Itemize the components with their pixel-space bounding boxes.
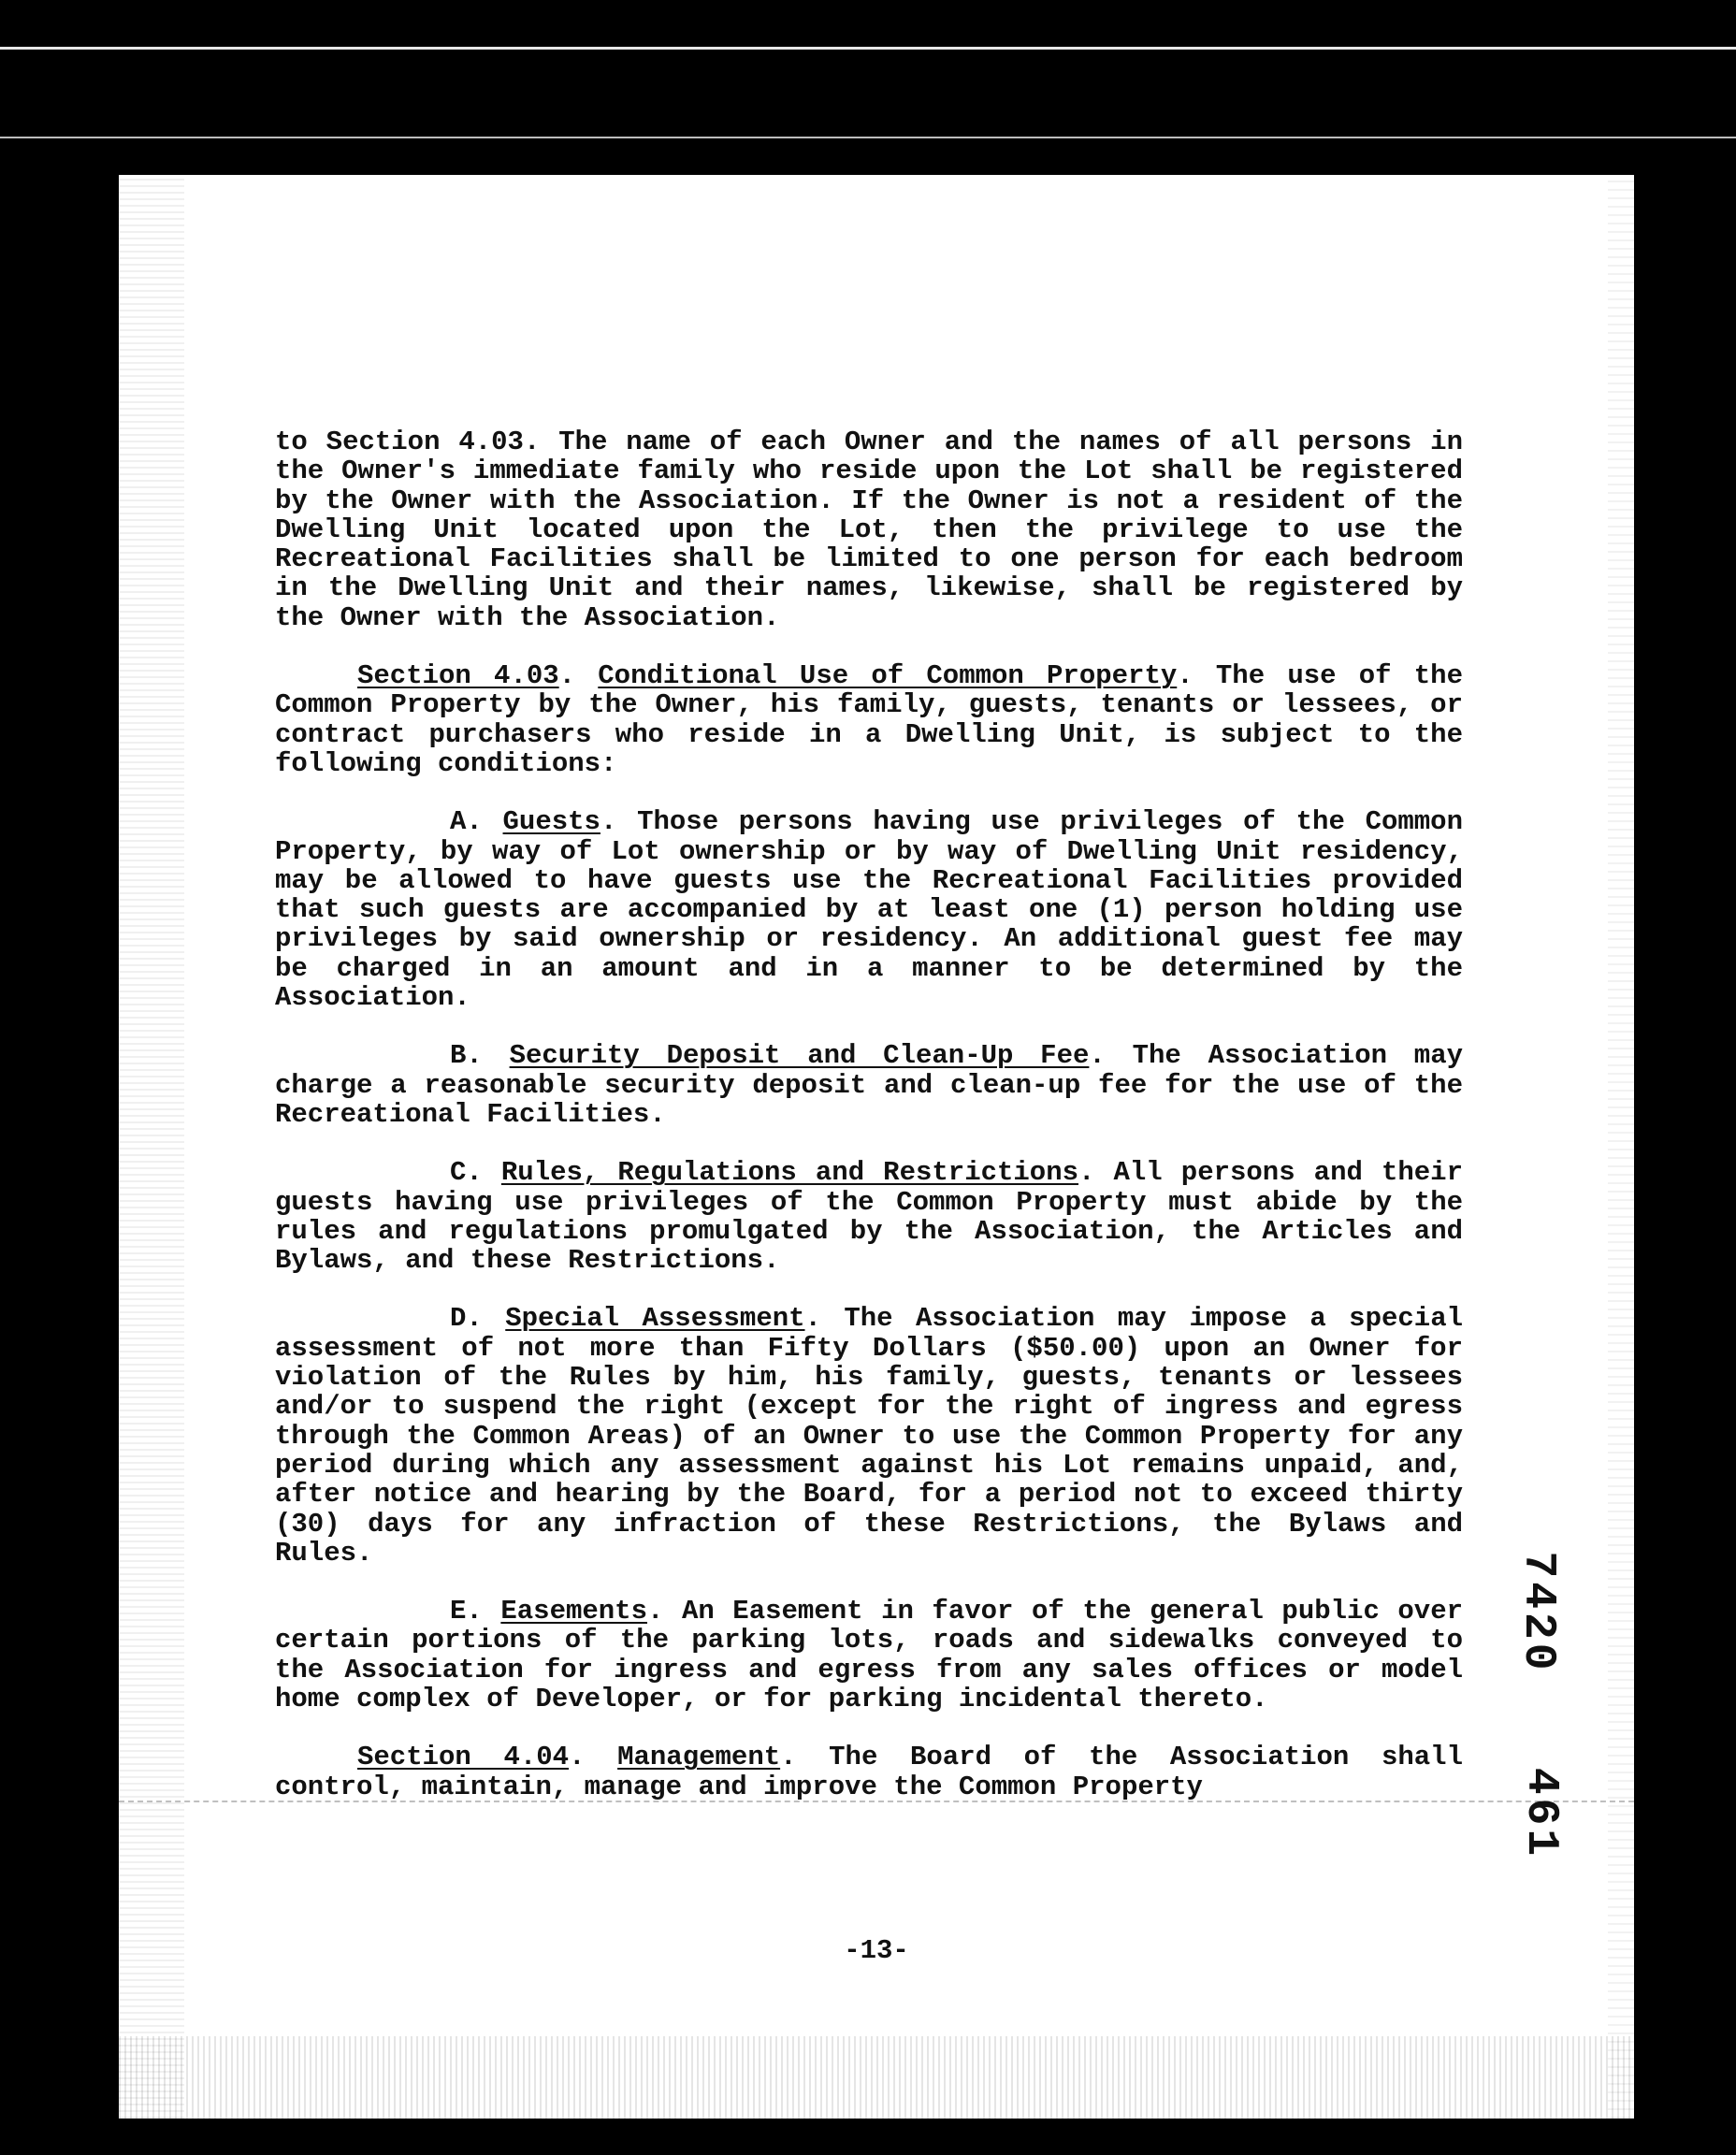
item-d-title: Special Assessment <box>505 1303 805 1335</box>
item-e-title: Easements <box>500 1596 647 1627</box>
section-4-03-title: Conditional Use of Common Property <box>598 660 1178 692</box>
item-b-paragraph: B. Security Deposit and Clean-Up Fee. The Association may charge a reasonable security deposit and clean-up fee for the use of the Recreational Facilities. <box>275 1040 1464 1130</box>
section-4-04-paragraph: Section 4.04. Management. The Board of the Association shall control, maintain, manage and improve the Common Property <box>275 1742 1463 1802</box>
section-4-03-number: Section 4.03 <box>357 660 559 692</box>
document-page <box>119 175 1634 2119</box>
item-c-text: All persons and their guests having use privileges of the Common Property must abide by the rules and regulations promulgated by the Association, the Articles and Bylaws, and these Restrictions. <box>275 1157 1463 1277</box>
item-a-text: Those persons having use privileges of the Common Property, by way of Lot ownership or by way of Dwelling Unit residency, may be allowed to have guests use the Recreational Facilities provided that such guests are accompanied by at least one (1) person holding use privileges by said ownership or residency. An additional guest fee may be charged in an amount and in a manner to be determined by the Association. <box>275 806 1463 1014</box>
scan-noise-bottom <box>119 2036 1634 2119</box>
item-a-paragraph: A. Guests. Those persons having use privileges of the Common Property, by way of Lot ownership or by way of Dwelling Unit residency, may be allowed to have guests use the Recreational Facilities provided that such guests are accompanied by at least one (1) person holding use privileges by said ownership or residency. An additional guest fee may be charged in an amount and in a manner to be determined by the Association. <box>275 806 1463 1014</box>
page-number-stamp: 461 <box>1515 1767 1566 1860</box>
section-4-04-number: Section 4.04 <box>357 1742 570 1773</box>
item-b-title: Security Deposit and Clean-Up Fee <box>509 1040 1090 1072</box>
item-a-title: Guests <box>502 806 600 838</box>
item-e-letter: E. <box>450 1596 483 1627</box>
section-4-04-text: The Board of the Association shall control, maintain, manage and improve the Common Property <box>275 1742 1463 1802</box>
continuation-paragraph: to Section 4.03. The name of each Owner and the names of all persons in the Owner's immediate family who reside upon the Lot shall be registered by the Owner with the Association. If the Owner is not a resident of the Dwelling Unit located upon the Lot, then the privilege to use the Recreational Facilities shall be limited to one person for each bedroom in the Dwelling Unit and their names, likewise, shall be registered by the Owner with the Association. <box>275 427 1463 633</box>
scan-noise-left <box>119 175 184 2119</box>
item-e-paragraph: E. Easements. An Easement in favor of the general public over certain portions of the parking lots, roads and sidewalks conveyed to the Association for ingress and egress from any sales offices or model home complex of Developer, or for parking incidental thereto. <box>275 1596 1463 1714</box>
item-b-text: The Association may charge a reasonable security deposit and clean-up fee for the use of the Recreational Facilities. <box>275 1040 1464 1130</box>
item-d-letter: D. <box>450 1303 483 1335</box>
item-d-text: The Association may impose a special assessment of not more than Fifty Dollars ($50.00) upon an Owner for violation of the Rules by him, his family, guests, tenants or lessees and/or to suspend the right (except for the right of ingress and egress through the Common Areas) of an Owner to use the Common Property for any period during which any assessment against his Lot remains unpaid, and, after notice and hearing by the Board, for a period not to exceed thirty (30) days for any infraction of these Restrictions, the Bylaws and Rules. <box>275 1303 1463 1569</box>
scan-noise-right <box>1608 175 1634 2119</box>
page-number: -13- <box>844 1935 909 1966</box>
item-d-paragraph: D. Special Assessment. The Association may impose a special assessment of not more than Fifty Dollars ($50.00) upon an Owner for violation of the Rules by him, his family, guests, tenants or lessees and/or to suspend the right (except for the right of ingress and egress through the Common Areas) of an Owner to use the Common Property for any period during which any assessment against his Lot remains unpaid, and, after notice and hearing by the Board, for a period not to exceed thirty (30) days for any infraction of these Restrictions, the Bylaws and Rules. <box>275 1303 1463 1569</box>
scan-edge-line <box>0 47 1736 50</box>
item-c-title: Rules, Regulations and Restrictions <box>500 1157 1079 1189</box>
item-a-letter: A. <box>450 806 483 838</box>
section-4-03-paragraph: Section 4.03. Conditional Use of Common Property. The use of the Common Property by the Owner, his family, guests, tenants or lessees, or contract purchasers who reside in a Dwelling Unit, is subject to the following conditions: <box>275 660 1463 779</box>
document-body <box>275 427 1463 1830</box>
section-4-03-text: The use of the Common Property by the Owner, his family, guests, tenants or lessees, or contract purchasers who reside in a Dwelling Unit, is subject to the following conditions: <box>275 660 1463 779</box>
book-number-stamp: 7420 <box>1512 1551 1563 1674</box>
scan-edge-line-lower <box>0 137 1736 138</box>
item-c-paragraph: C. Rules, Regulations and Restrictions. All persons and their guests having use privileges of the Common Property must abide by the rules and regulations promulgated by the Association, the Articles and Bylaws, and these Restrictions. <box>275 1157 1463 1277</box>
item-b-letter: B. <box>450 1040 483 1072</box>
item-e-text: An Easement in favor of the general public over certain portions of the parking lots, roads and sidewalks conveyed to the Association for ingress and egress from any sales offices or model home complex of Developer, or for parking incidental thereto. <box>275 1596 1463 1714</box>
section-4-04-title: Management <box>617 1742 781 1773</box>
item-c-letter: C. <box>450 1157 483 1189</box>
